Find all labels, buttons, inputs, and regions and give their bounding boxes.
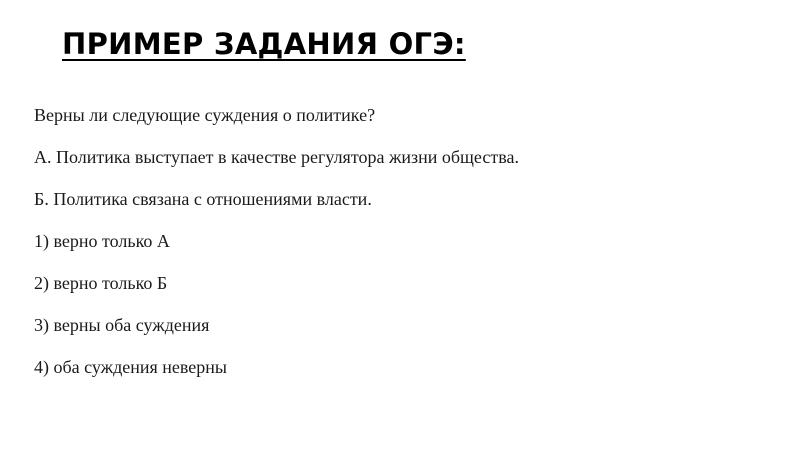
- task-body: [34, 100, 774, 394]
- answer-option-4: 4) оба суждения неверны: [34, 357, 228, 377]
- slide-title: ПРИМЕР ЗАДАНИЯ ОГЭ:: [62, 27, 466, 61]
- statement-b: Б. Политика связана с отношениями власти.: [34, 189, 372, 209]
- statement-a: А. Политика выступает в качестве регулятора жизни общества.: [34, 147, 519, 167]
- question-text: Верны ли следующие суждения о политике?: [34, 105, 376, 125]
- answer-option-1: 1) верно только А: [34, 231, 170, 251]
- answer-option-2: 2) верно только Б: [34, 273, 168, 293]
- answer-option-3: 3) верны оба суждения: [34, 315, 210, 335]
